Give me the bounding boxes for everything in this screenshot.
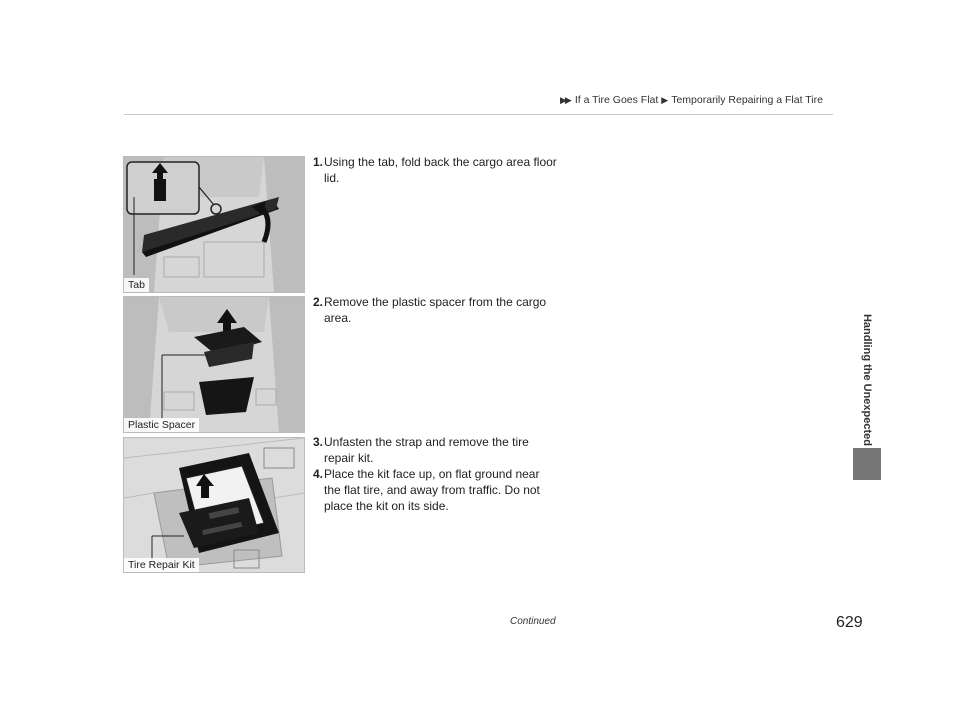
- spacer-illustration: [124, 297, 304, 432]
- breadcrumb-item[interactable]: If a Tire Goes Flat: [574, 94, 659, 106]
- step-number: 2.: [313, 295, 324, 309]
- repair-kit-illustration: [124, 438, 304, 572]
- step-text: Using the tab, fold back the cargo area floor lid.: [324, 155, 557, 185]
- step-number: 4.: [313, 467, 324, 481]
- breadcrumb: [560, 94, 823, 106]
- figure-callout-tab: Tab: [124, 278, 149, 292]
- step-number: 1.: [313, 155, 324, 169]
- figure-remove-spacer: [123, 296, 305, 433]
- step-1: [313, 154, 558, 186]
- header-divider: [124, 114, 833, 115]
- figure-callout-tire-repair-kit: Tire Repair Kit: [124, 558, 199, 572]
- cargo-area-illustration: [124, 157, 304, 292]
- step-text: Place the kit face up, on flat ground near the flat tire, and away from traffic. Do not place the kit on its side.: [324, 467, 540, 513]
- step-4: [313, 466, 558, 514]
- figure-callout-plastic-spacer: Plastic Spacer: [124, 418, 199, 432]
- step-text: Remove the plastic spacer from the cargo area.: [324, 295, 547, 325]
- step-text: Unfasten the strap and remove the tire repair kit.: [324, 435, 529, 465]
- step-3: [313, 434, 558, 466]
- breadcrumb-item[interactable]: Temporarily Repairing a Flat Tire: [671, 94, 823, 106]
- continued-label: Continued: [510, 616, 556, 627]
- section-tab-marker: [853, 448, 881, 480]
- step-number: 3.: [313, 435, 324, 449]
- arrow-right-icon: ▶: [661, 94, 669, 105]
- figure-fold-floor-lid: [123, 156, 305, 293]
- step-2: [313, 294, 558, 326]
- page-number: 629: [836, 614, 863, 631]
- double-arrow-icon: ▶▶: [560, 94, 570, 105]
- figure-remove-repair-kit: [123, 437, 305, 573]
- section-tab-label: Handling the Unexpected: [861, 313, 873, 447]
